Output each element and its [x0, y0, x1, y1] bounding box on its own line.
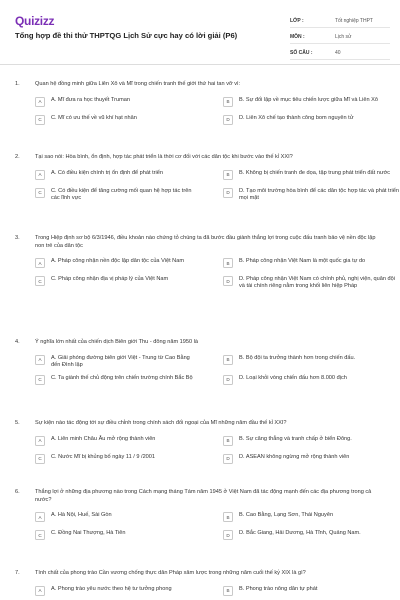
option-text: B. Pháp công nhận Việt Nam là một quốc gia tự do: [239, 258, 366, 264]
meta-value: Lịch sử: [335, 33, 352, 40]
question-number: 5.: [15, 420, 20, 426]
meta-label: MÔN :: [290, 33, 305, 40]
option-c[interactable]: [35, 115, 220, 127]
question-text: Ý nghĩa lớn nhất của chiến dịch Biên giới Thu - đông năm 1950 là: [35, 339, 199, 345]
option-letter-box: D: [223, 276, 233, 286]
option-text: D. ASEAN không ngừng mở rộng thành viên: [239, 453, 350, 460]
option-letter-box: A: [35, 436, 45, 446]
option-letter-box: D: [223, 115, 233, 125]
question-text: Quan hệ đồng minh giữa Liên Xô và Mĩ trong chiến tranh thế giới thứ hai tan vỡ vì:: [35, 81, 241, 87]
option-text: D. Liên Xô chế tạo thành công bom nguyên tử: [239, 114, 354, 121]
option-text: A. Hà Nội, Huế, Sài Gòn: [51, 512, 112, 518]
option-text: B. Bộ đội ta trưởng thành hơn trong chiến đấu.: [239, 354, 356, 361]
meta-value: 40: [335, 49, 341, 56]
option-text: B. Không bị chiến tranh đe dọa, tập trung phát triển đất nước: [239, 169, 391, 176]
question-head: [15, 420, 385, 428]
option-letter-box: B: [223, 97, 233, 107]
option-a[interactable]: [35, 258, 220, 270]
question-text: Thắng lợi ở những địa phương nào trong Cách mạng tháng Tám năm 1945 ở Việt Nam đã tác động mạnh đến các địa phương trong cả nước?: [35, 489, 372, 503]
question-3: [15, 235, 396, 290]
option-c[interactable]: [35, 375, 220, 387]
page-title: Tổng hợp đề thi thử THPTQG Lịch Sử cực hay có lời giải (P6): [15, 31, 238, 40]
option-c[interactable]: [35, 454, 220, 466]
option-a[interactable]: [35, 355, 220, 369]
option-letter-box: B: [223, 355, 233, 365]
option-b[interactable]: [220, 97, 400, 109]
option-d[interactable]: [220, 276, 400, 290]
option-text: A. Liên minh Châu Âu mở rộng thành viên: [51, 435, 156, 442]
option-text: D. Pháp công nhận Việt Nam có chính phủ, nghị viện, quân đội và tài chính riêng nằm trong khối liên hiệp Pháp: [239, 276, 396, 289]
option-b[interactable]: [220, 258, 400, 270]
question-head: [15, 570, 385, 578]
option-letter-box: B: [223, 512, 233, 522]
option-letter-box: D: [223, 188, 233, 198]
option-text: A. Pháp công nhận nền độc lập dân tộc của Việt Nam: [51, 258, 184, 264]
option-letter-box: D: [223, 454, 233, 464]
option-a[interactable]: [35, 170, 220, 182]
question-6: [15, 489, 385, 542]
option-letter-box: D: [223, 375, 233, 385]
option-c[interactable]: [35, 530, 220, 542]
question-2: [15, 154, 399, 202]
question-text: Tại sao nói: Hòa bình, ổn định, hợp tác phát triển là thời cơ đối với các dân tộc khi bước vào thế kỉ XXI?: [35, 154, 293, 160]
question-7: [15, 570, 385, 598]
option-b[interactable]: [220, 355, 400, 369]
question-1: [15, 81, 385, 127]
option-text: A. Có điều kiện chính trị ổn định để phát triển: [51, 169, 163, 176]
option-letter-box: B: [223, 170, 233, 180]
option-text: A. Phong trào yêu nước theo hệ tư tưởng phong: [51, 585, 172, 592]
meta-label: LỚP :: [290, 17, 304, 24]
option-text: C. Ta giành thế chủ động trên chiến trường chính Bắc Bộ: [51, 374, 193, 381]
question-number: 4.: [15, 339, 20, 345]
question-head: [15, 81, 385, 89]
option-b[interactable]: [220, 436, 400, 448]
option-text: D. Tạo môi trường hòa bình để các dân tộc hợp tác và phát triển mọi mặt: [239, 187, 399, 201]
question-number: 6.: [15, 489, 20, 495]
option-letter-box: C: [35, 115, 45, 125]
question-number: 3.: [15, 235, 20, 241]
option-d[interactable]: [220, 530, 400, 542]
option-text: C. Có điều kiện để tăng cường mối quan hệ hợp tác trên các lĩnh vực: [51, 187, 192, 201]
option-text: C. Nước Mĩ bị khủng bố ngày 11 / 9 /2001: [51, 453, 156, 460]
option-letter-box: B: [223, 586, 233, 596]
header-divider: [0, 64, 400, 65]
options: [35, 512, 385, 542]
options: [35, 169, 399, 202]
option-d[interactable]: [220, 375, 400, 387]
option-d[interactable]: [220, 454, 400, 466]
option-a[interactable]: [35, 512, 220, 524]
option-text: B. Phong trào nông dân tự phát: [239, 585, 318, 592]
option-letter-box: C: [35, 454, 45, 464]
option-text: B. Cao Bằng, Lạng Sơn, Thái Nguyên: [239, 512, 334, 518]
option-c[interactable]: [35, 188, 220, 202]
option-letter-box: C: [35, 375, 45, 385]
question-text: Sự kiện nào tác động tới sự điều chỉnh trong chính sách đối ngoại của Mĩ những năm đầu thế kỉ XXI?: [35, 420, 287, 426]
options: [35, 586, 385, 598]
meta-row-class: [290, 14, 390, 28]
option-letter-box: A: [35, 586, 45, 596]
option-letter-box: A: [35, 355, 45, 365]
meta-label: SỐ CÂU :: [290, 49, 313, 56]
option-b[interactable]: [220, 586, 400, 598]
options: [35, 436, 385, 466]
question-text: Trong Hiệp định sơ bộ 6/3/1946, điều khoản nào chứng tỏ chúng ta đã bước đầu giành thắng lợi trong cuộc đấu tranh bảo vệ nền độc lập non trẻ của dân tộc: [35, 235, 376, 249]
question-number: 1.: [15, 81, 20, 87]
option-text: D. Loại khỏi vòng chiến đấu hơn 8.000 địch: [239, 374, 347, 381]
option-b[interactable]: [220, 170, 400, 182]
option-a[interactable]: [35, 586, 220, 598]
option-text: C. Pháp công nhận địa vị pháp lý của Việt Nam: [51, 276, 169, 282]
question-head: [15, 339, 385, 347]
option-letter-box: C: [35, 530, 45, 540]
options: [35, 355, 385, 387]
worksheet-header: [0, 0, 400, 70]
question-5: [15, 420, 385, 466]
meta-value: Tốt nghiệp THPT: [335, 17, 373, 24]
option-letter-box: A: [35, 258, 45, 268]
option-d[interactable]: [220, 115, 400, 127]
option-b[interactable]: [220, 512, 400, 524]
meta-row-subject: [290, 30, 390, 44]
question-4: [15, 339, 385, 387]
question-head: [15, 489, 385, 504]
option-letter-box: B: [223, 436, 233, 446]
option-a[interactable]: [35, 436, 220, 448]
option-letter-box: A: [35, 512, 45, 522]
option-letter-box: D: [223, 530, 233, 540]
option-text: D. Bắc Giang, Hải Dương, Hà Tĩnh, Quảng Nam.: [239, 530, 361, 536]
option-text: B. Sự đối lập về mục tiêu chiến lược giữa Mĩ và Liên Xô: [239, 96, 378, 103]
meta-table: [290, 14, 390, 62]
option-text: C. Mĩ có ưu thế về vũ khí hạt nhân: [51, 114, 137, 121]
question-text: Tính chất của phong trào Cần vương chống thực dân Pháp xâm lược trong những năm cuối thế kỷ XIX là gì?: [35, 570, 306, 576]
question-number: 2.: [15, 154, 20, 160]
option-text: B. Sự căng thẳng và tranh chấp ở biển Đông.: [239, 435, 352, 442]
option-letter-box: B: [223, 258, 233, 268]
question-head: [15, 235, 385, 250]
options: [35, 258, 396, 290]
option-text: C. Đồng Nai Thượng, Hà Tiên: [51, 530, 126, 536]
option-text: A. Mĩ đưa ra học thuyết Truman: [51, 96, 130, 103]
option-c[interactable]: [35, 276, 220, 290]
option-text: A. Giải phóng đường biên giới Việt - Trung từ Cao Bằng đến Đình lập: [51, 354, 190, 368]
option-letter-box: C: [35, 276, 45, 286]
options: [35, 97, 385, 127]
quizizz-logo: Quizizz: [15, 14, 55, 28]
option-letter-box: C: [35, 188, 45, 198]
option-a[interactable]: [35, 97, 220, 109]
question-head: [15, 154, 385, 162]
meta-row-count: [290, 46, 390, 60]
option-letter-box: A: [35, 97, 45, 107]
question-number: 7.: [15, 570, 20, 576]
option-d[interactable]: [220, 188, 400, 202]
option-letter-box: A: [35, 170, 45, 180]
